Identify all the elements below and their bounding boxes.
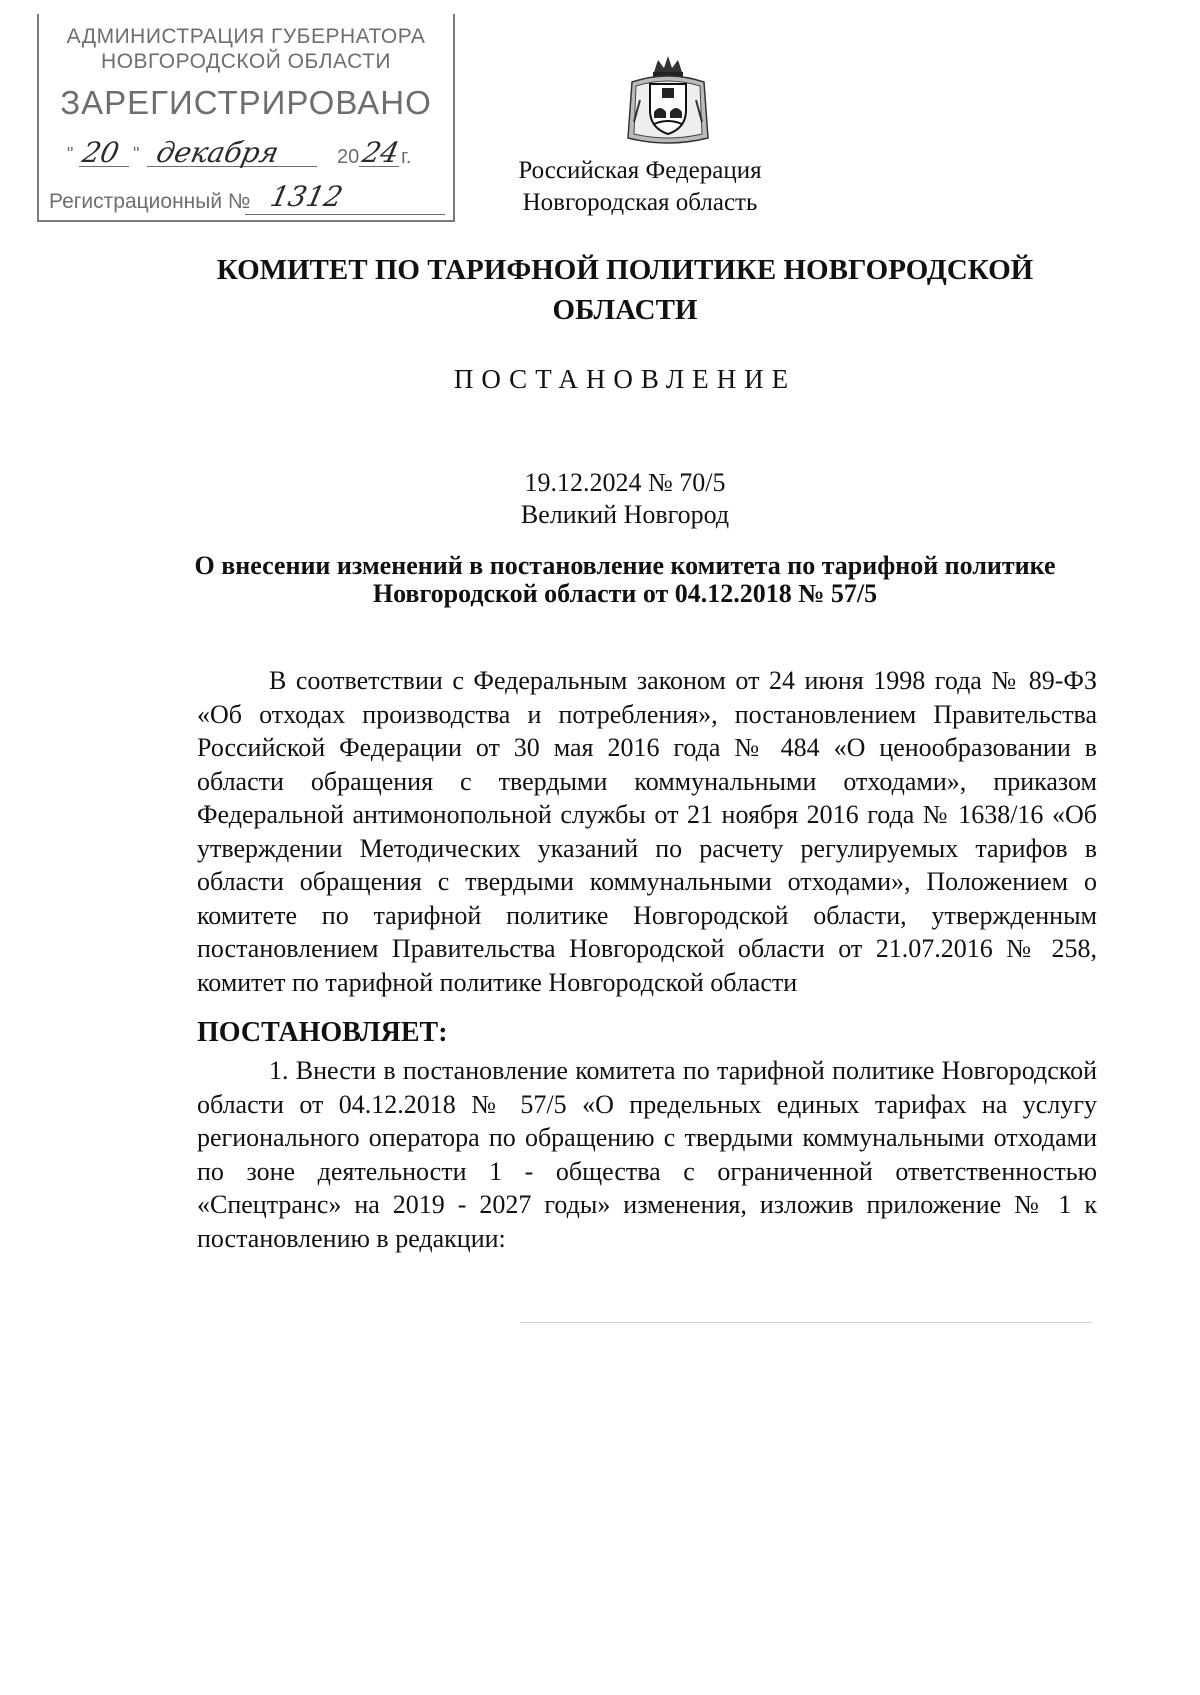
coat-of-arms-icon (620, 52, 716, 148)
stamp-quote-open: " (67, 144, 74, 164)
document-type: ПОСТАНОВЛЕНИЕ (453, 364, 797, 394)
registration-stamp (37, 14, 455, 222)
stamp-org-line1: АДМИНИСТРАЦИЯ ГУБЕРНАТОРА (66, 25, 426, 48)
stamp-year-prefix: 20 (337, 146, 360, 168)
city: Великий Новгород (520, 500, 730, 529)
stamp-org-line2: НОВГОРОДСКОЙ ОБЛАСТИ (101, 50, 391, 73)
item-1-paragraph: 1. Внести в постановление комитета по тарифной политике Новгородской области от 04.12.2018 № 57/5 «О предельных единых тарифах на услугу регионального оператора по обращению с твердыми коммунальными отходами по зоне деятельности 1 - общества с ограниченной ответственностью «Спецтранс» на 2019 - 2027 годы» изменения, изложив приложение № 1 к постановлению в редакции: (197, 1056, 1097, 1253)
header-region: Новгородская область (522, 189, 758, 216)
document-subject: О внесении изменений в постановление комитета по тарифной политике Новгородской области от 04.12.2018 № 57/5 (194, 551, 1056, 608)
stamp-registered-label: ЗАРЕГИСТРИРОВАНО (60, 84, 432, 121)
stamp-year-suffix: 24 (359, 136, 403, 169)
preamble-paragraph: В соответствии с Федеральным законом от 24 июня 1998 года № 89-ФЗ «Об отходах производства и потребления», постановлением Правительства Российской Федерации от 30 мая 2016 года № 484 «О ценообразовании в области обращения с твердыми коммунальными отходами», приказом Федеральной антимонопольной службы от 21 ноября 2016 года № 1638/16 «Об утверждении Методических указаний по расчету регулируемых тарифов в области обращения с твердыми коммунальными отходами», Положением о комитете по тарифной политике Новгородской области, утвержденным постановлением Правительства Новгородской области от 21.07.2016 № 258, комитет по тарифной политике Новгородской области (197, 666, 1097, 997)
stamp-reg-row (49, 180, 449, 218)
stamp-quote-close: " (133, 144, 140, 164)
stamp-reg-label: Регистрационный № (49, 190, 251, 213)
stamp-month: декабря (153, 136, 282, 169)
divider (520, 1322, 1092, 1323)
header-country: Российская Федерация (518, 157, 762, 184)
stamp-day: 20 (79, 136, 123, 169)
stamp-reg-number: 1312 (267, 180, 346, 213)
committee-title: КОМИТЕТ ПО ТАРИФНОЙ ПОЛИТИКЕ НОВГОРОДСКОЙ ОБЛАСТИ (216, 254, 1034, 326)
stamp-year-unit: г. (401, 146, 412, 168)
stamp-reg-line (245, 214, 445, 215)
decree-verb: ПОСТАНОВЛЯЕТ: (197, 1017, 448, 1048)
stamp-date-row (67, 136, 437, 174)
date-number: 19.12.2024 № 70/5 (524, 468, 726, 497)
